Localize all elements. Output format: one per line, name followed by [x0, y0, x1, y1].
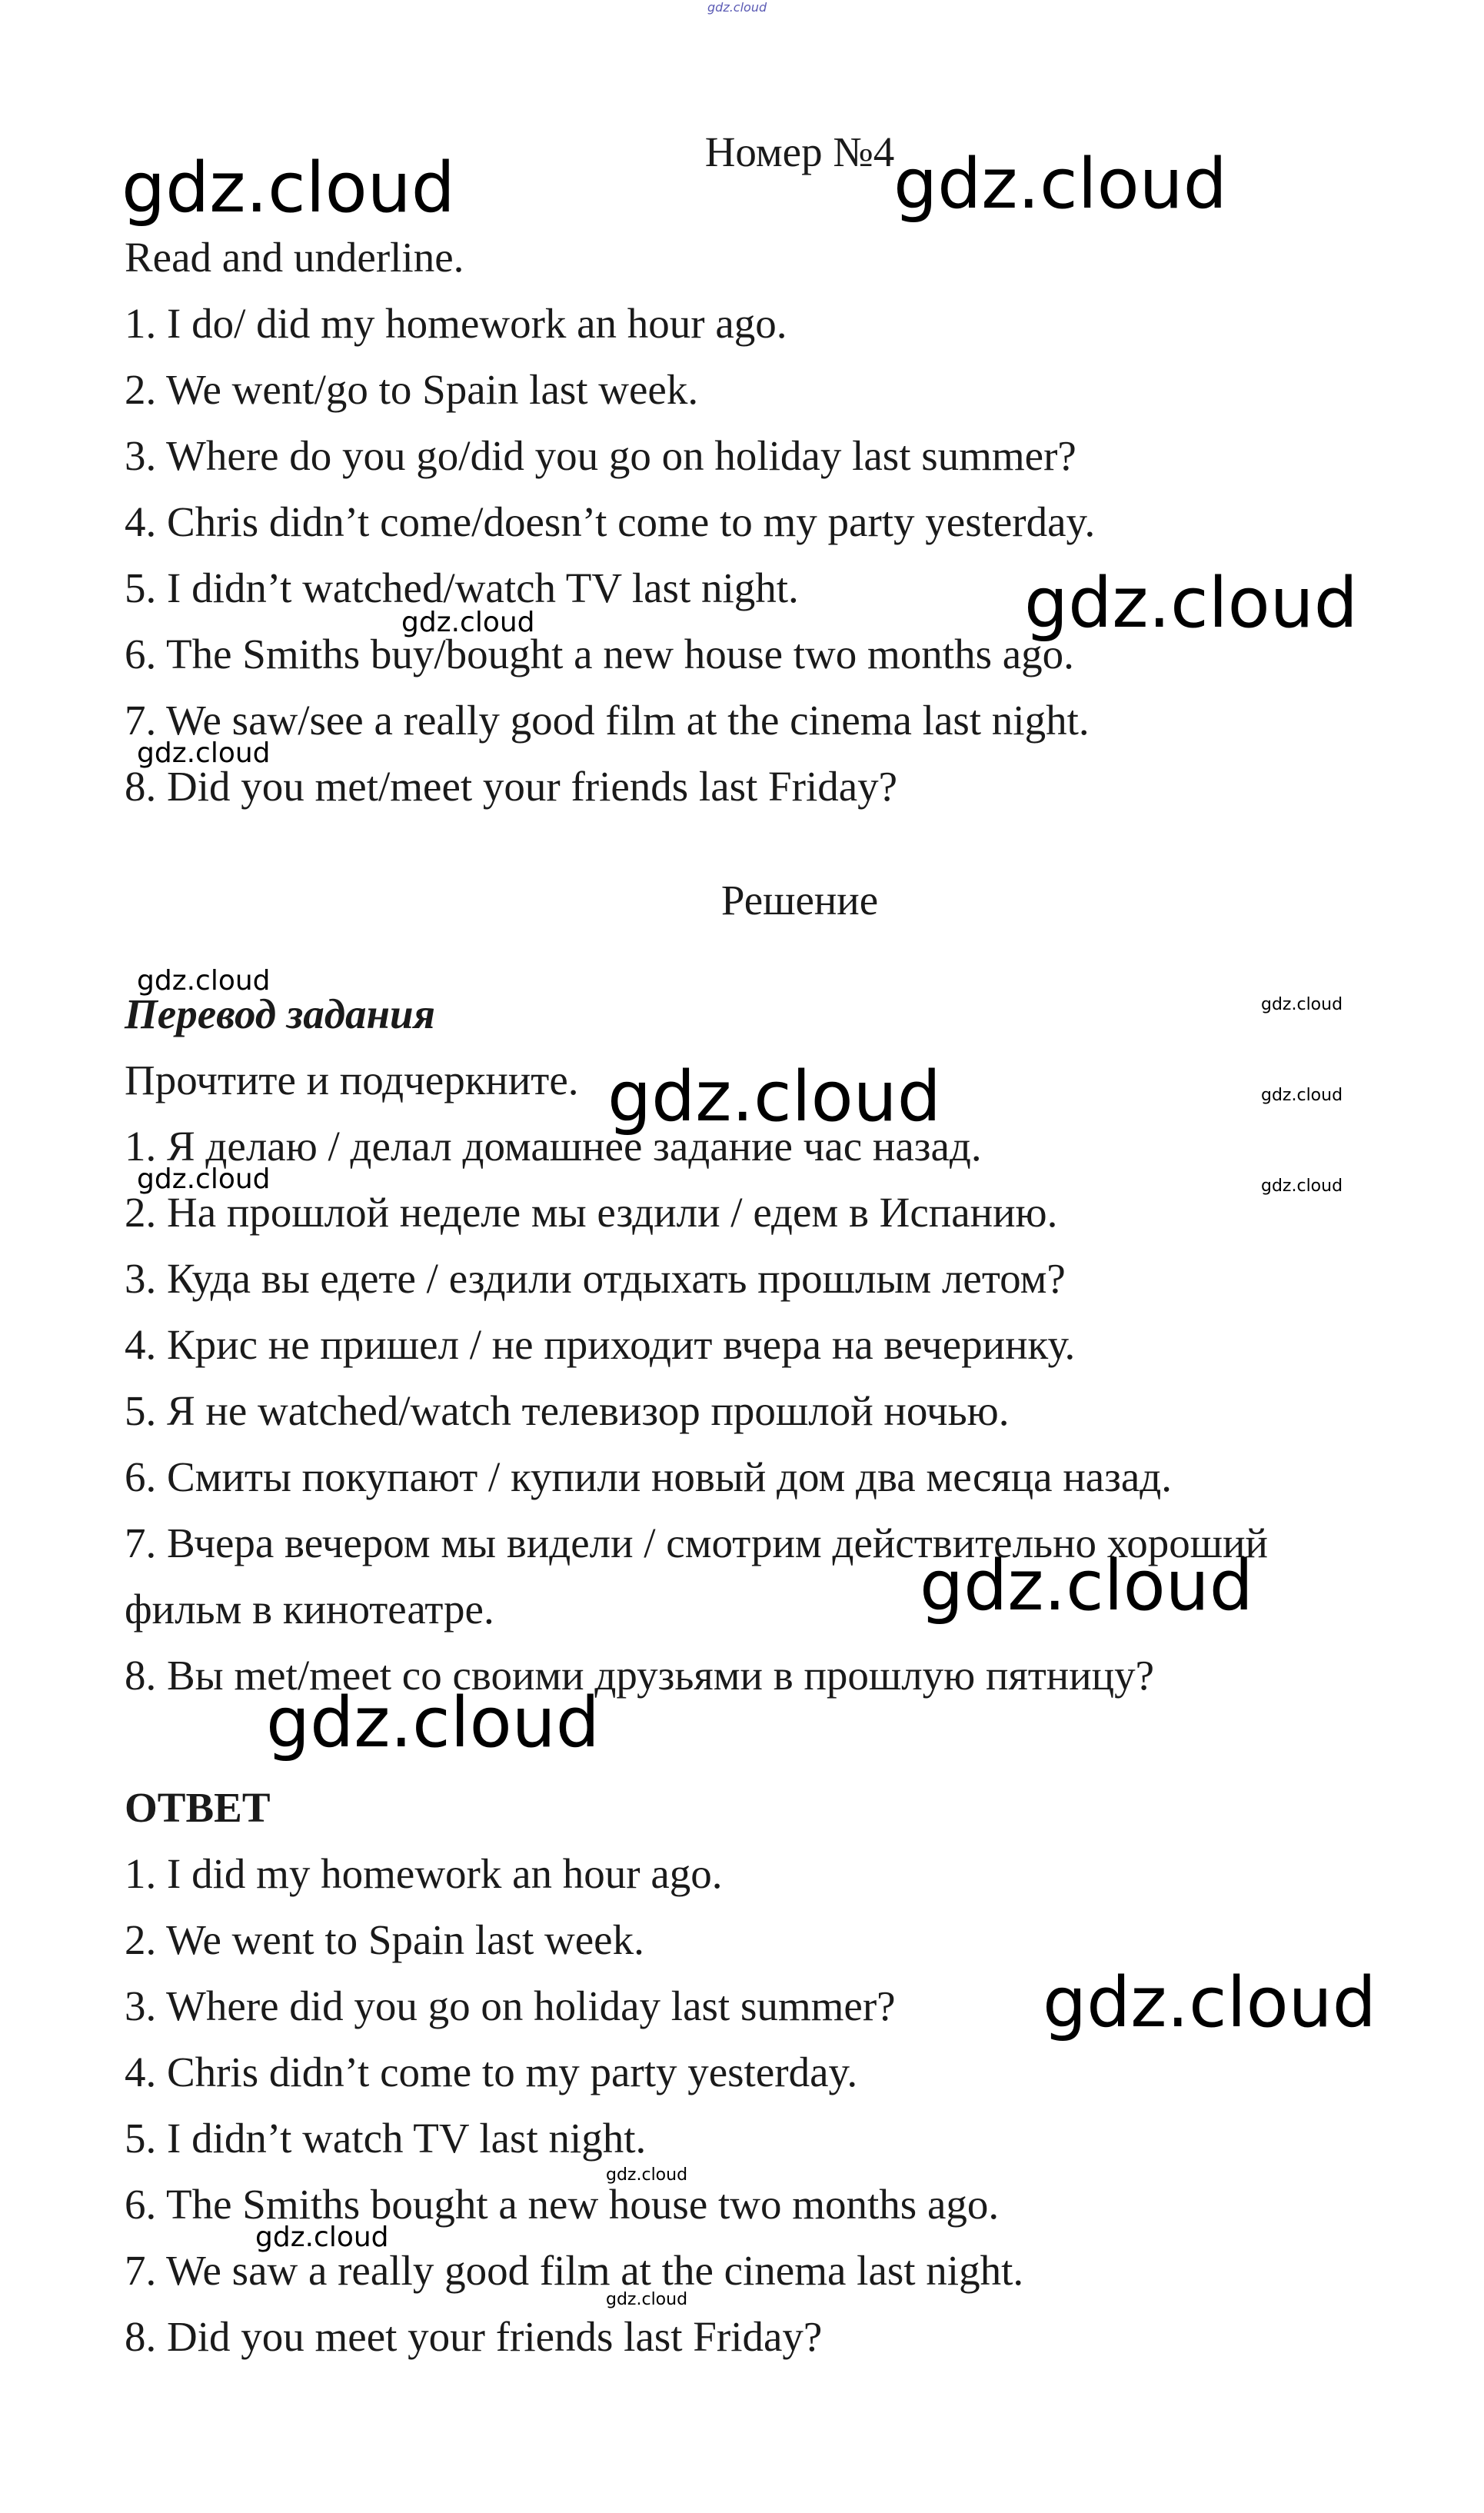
watermark: gdz.cloud — [1261, 995, 1343, 1014]
answer-heading: ОТВЕТ — [125, 1784, 271, 1831]
answer-item: 2. We went to Spain last week. — [125, 1916, 644, 1963]
task-item: 1. I do/ did my homework an hour ago. — [125, 300, 787, 347]
answer-item: 6. The Smiths bought a new house two months ago. — [125, 2181, 1000, 2228]
watermark: gdz.cloud — [266, 1683, 600, 1763]
watermark: gdz.cloud — [137, 737, 271, 769]
page-title: Номер №4 — [704, 128, 895, 175]
translation-item: 4. Крис не пришел / не приходит вчера на вечеринку. — [125, 1321, 1076, 1368]
task-item: 3. Where do you go/did you go on holiday last summer? — [125, 432, 1076, 479]
task-item: 4. Chris didn’t come/doesn’t come to my party yesterday. — [125, 498, 1096, 545]
answer-item: 3. Where did you go on holiday last summer? — [125, 1982, 896, 2029]
watermark: gdz.cloud — [137, 965, 271, 997]
solution-heading: Решение — [720, 877, 879, 924]
watermark: gdz.cloud — [1043, 1962, 1376, 2043]
watermark: gdz.cloud — [607, 1057, 941, 1137]
translation-heading: Перевод задания — [125, 990, 435, 1037]
watermark: gdz.cloud — [1261, 1177, 1343, 1196]
translation-instruction: Прочтите и подчеркните. — [125, 1057, 579, 1103]
watermark: gdz.cloud — [401, 607, 535, 638]
watermark: gdz.cloud — [1261, 1086, 1343, 1105]
task-item: 6. The Smiths buy/bought a new house two months ago. — [125, 631, 1074, 677]
translation-item: 2. На прошлой неделе мы ездили / едем в Испанию. — [125, 1189, 1058, 1236]
answer-item: 7. We saw a really good film at the cinema last night. — [125, 2247, 1024, 2294]
translation-item: фильм в кинотеатре. — [125, 1586, 494, 1633]
task-item: 2. We went/go to Spain last week. — [125, 366, 699, 413]
watermark: gdz.cloud — [137, 1163, 271, 1195]
translation-item: 8. Вы met/meet со своими друзьями в прошлую пятницу? — [125, 1652, 1154, 1699]
answer-item: 8. Did you meet your friends last Friday? — [125, 2313, 823, 2360]
watermark: gdz.cloud — [606, 2290, 688, 2309]
task-item: 7. We saw/see a really good film at the cinema last night. — [125, 697, 1090, 744]
translation-item: 3. Куда вы едете / ездили отдыхать прошлым летом? — [125, 1255, 1066, 1302]
watermark: gdz.cloud — [606, 2165, 688, 2185]
translation-item: 7. Вчера вечером мы видели / смотрим действительно хороший — [125, 1519, 1268, 1566]
answer-item: 1. I did my homework an hour ago. — [125, 1850, 723, 1897]
task-item: 8. Did you met/meet your friends last Friday? — [125, 763, 898, 810]
answer-item: 5. I didn’t watch TV last night. — [125, 2115, 647, 2162]
translation-item: 5. Я не watched/watch телевизор прошлой ночью. — [125, 1387, 1010, 1434]
task-item: 5. I didn’t watched/watch TV last night. — [125, 564, 799, 611]
watermark: gdz.cloud — [121, 148, 455, 228]
watermark: gdz.cloud — [920, 1546, 1253, 1626]
watermark: gdz.cloud — [1024, 563, 1358, 644]
task-instruction: Read and underline. — [125, 234, 464, 281]
watermark: gdz.cloud — [255, 2222, 389, 2253]
answer-item: 4. Chris didn’t come to my party yesterday. — [125, 2049, 858, 2095]
translation-item: 6. Смиты покупают / купили новый дом два месяца назад. — [125, 1453, 1173, 1500]
translation-item: 1. Я делаю / делал домашнее задание час назад. — [125, 1123, 982, 1170]
watermark: gdz.cloud — [893, 144, 1227, 225]
top-watermark: gdz.cloud — [707, 0, 767, 15]
